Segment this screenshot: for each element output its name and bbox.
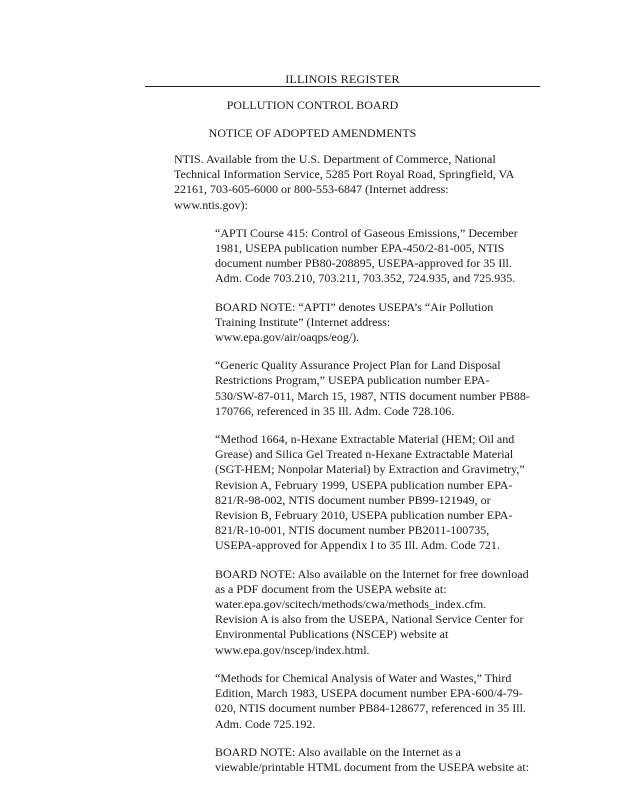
board-note-chemical-analysis: BOARD NOTE: Also available on the Internet as a viewable/printable HTML document from the USEPA website at:	[215, 744, 530, 774]
board-note-apti: BOARD NOTE: “APTI” denotes USEPA’s “Air Pollution Training Institute” (Internet address: www.epa.gov/air/oaqps/eog/).	[215, 299, 494, 345]
reference-entry-method-1664: “Method 1664, n-Hexane Extractable Material (HEM; Oil and Grease) and Silica Gel Treated n-Hexane Extractable Material (SGT-HEM; Nonpolar Material) by Extraction and Gravimetry,” Revision A, February 1999, USEPA publication number EPA-821/R-98-002, NTIS document number PB99-121949, or Revision B, February 2010, USEPA publication number EPA-821/R-10-001, NTIS document number PB2011-100735, USEPA-approved for Appendix I to 35 Ill. Adm. Code 721.	[215, 432, 525, 553]
register-header: ILLINOIS REGISTER	[285, 72, 400, 86]
reference-entries	[174, 226, 530, 775]
header-rule	[145, 86, 540, 87]
document-body	[174, 152, 530, 788]
reference-entry-chemical-analysis-methods: “Methods for Chemical Analysis of Water and Wastes,” Third Edition, March 1983, USEPA document number EPA-600/4-79-020, NTIS document number PB84-128677, referenced in 35 Ill. Adm. Code 725.192.	[215, 670, 526, 731]
reference-entry-apti-course: “APTI Course 415: Control of Gaseous Emissions,” December 1981, USEPA publication number EPA-450/2-81-005, NTIS document number PB80-208895, USEPA-approved for 35 Ill. Adm. Code 703.210, 703.211, 703.352, 724.935, and 725.935.	[215, 225, 518, 286]
board-title: POLLUTION CONTROL BOARD	[226, 98, 399, 112]
board-note-method-1664: BOARD NOTE: Also available on the Internet for free download as a PDF document from the USEPA website at: water.epa.gov/scitech/methods/cwa/methods_index.cfm. Revision A is also from the USEPA, National Service Center for Environmental Publications (NSCEP) website at www.epa.gov/nscep/index.html.	[215, 566, 529, 657]
ntis-intro-paragraph: NTIS. Available from the U.S. Department of Commerce, National Technical Information Service, 5285 Port Royal Road, Springfield, VA 22161, 703-605-6000 or 800-553-6847 (Internet address: www.ntis.gov):	[174, 152, 514, 212]
reference-entry-generic-qapp: “Generic Quality Assurance Project Plan for Land Disposal Restrictions Program,” USEPA publication number EPA-530/SW-87-011, March 15, 1987, NTIS document number PB88-170766, referenced in 35 Ill. Adm. Code 728.106.	[215, 358, 530, 418]
notice-title: NOTICE OF ADOPTED AMENDMENTS	[208, 126, 417, 140]
